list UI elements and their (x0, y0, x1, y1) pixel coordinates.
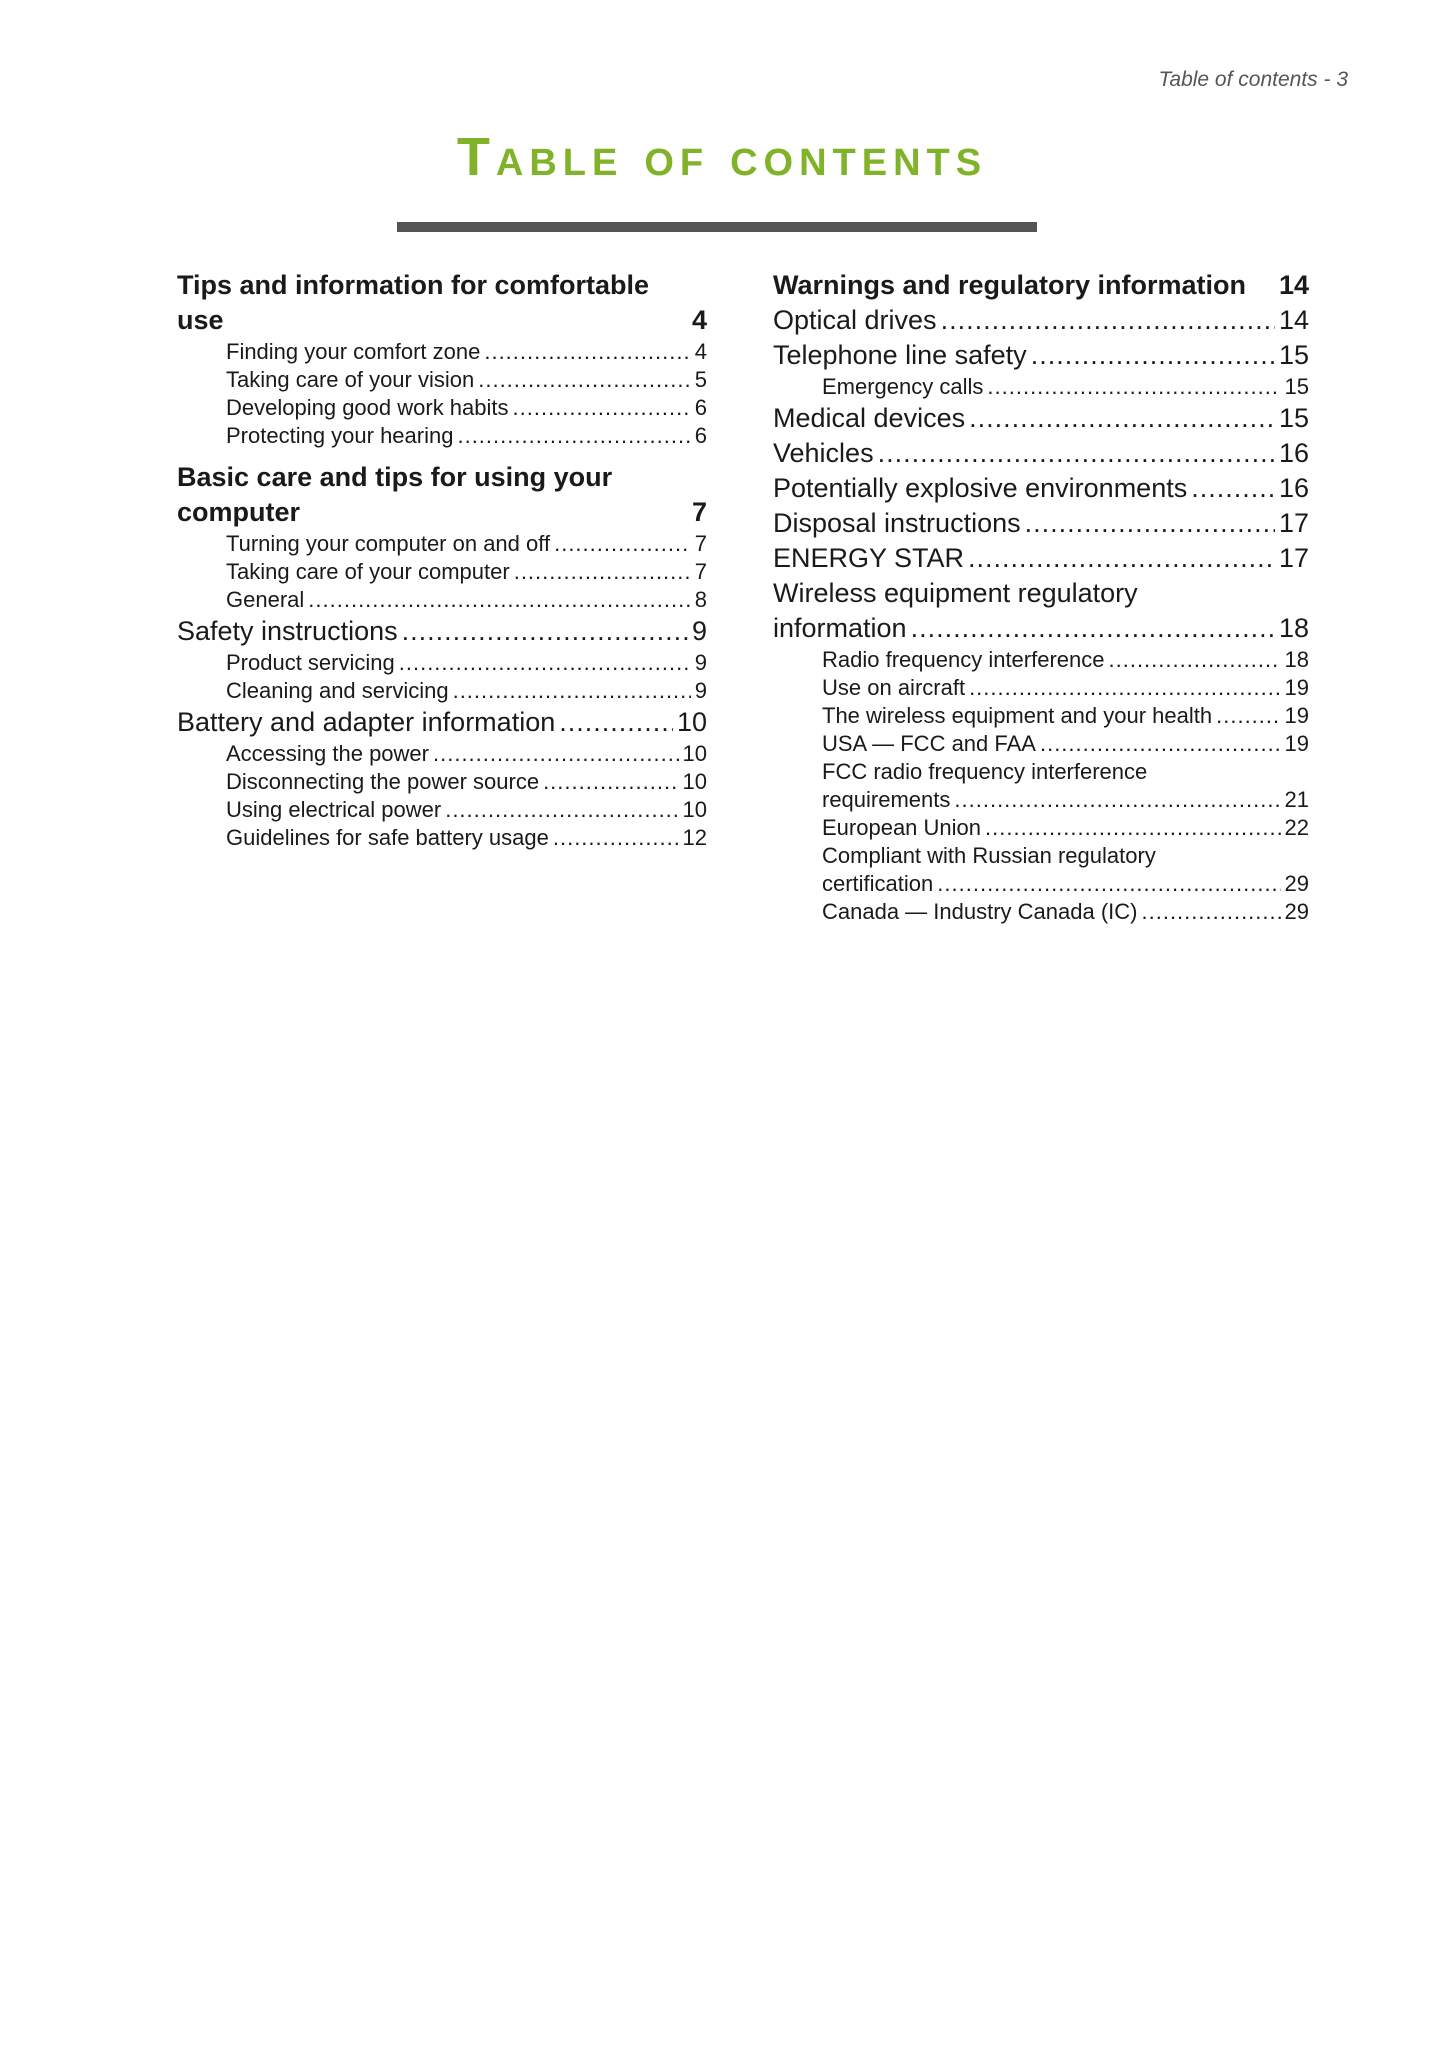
toc-page-number: 17 (1278, 508, 1309, 538)
toc-entry[interactable] (773, 471, 1309, 506)
toc-page-number: 21 (1284, 787, 1309, 812)
toc-entry[interactable] (177, 268, 707, 338)
toc-page-number: 29 (1284, 871, 1309, 896)
dot-leader (1025, 506, 1275, 541)
dot-leader (1191, 471, 1275, 506)
toc-page-number: 16 (1278, 473, 1309, 503)
toc-entry-title: ENERGY STAR (773, 543, 965, 573)
toc-entry[interactable] (773, 814, 1309, 842)
toc-page-number: 15 (1278, 340, 1309, 370)
dot-leader (513, 394, 691, 422)
toc-entry[interactable] (177, 614, 707, 649)
toc-entry-title: Canada — Industry Canada (IC) (822, 899, 1138, 924)
toc-entry[interactable] (177, 460, 707, 530)
toc-entry[interactable] (773, 373, 1309, 401)
toc-entry-title: Warnings and regulatory information (773, 270, 1247, 300)
toc-entry-title: Product servicing (226, 650, 395, 675)
toc-entry-title: Potentially explosive environments (773, 473, 1188, 503)
title-underline (397, 222, 1037, 232)
dot-leader (484, 338, 690, 366)
toc-entry[interactable] (773, 730, 1309, 758)
dot-leader (985, 814, 1281, 842)
toc-page-number: 6 (694, 423, 707, 448)
toc-entry-title-line: Basic care and tips for using your (177, 462, 613, 492)
toc-entry-title: Telephone line safety (773, 340, 1027, 370)
title-block (0, 127, 1444, 187)
toc-entry[interactable] (773, 702, 1309, 730)
dot-leader (308, 586, 690, 614)
running-header: Table of contents - 3 (1158, 68, 1348, 91)
toc-entry-title: Turning your computer on and off (226, 531, 551, 556)
toc-entry[interactable] (773, 576, 1309, 646)
toc-entry-title-line: FCC radio frequency interference (822, 759, 1148, 784)
toc-page-number: 4 (691, 305, 707, 335)
toc-entry[interactable] (773, 401, 1309, 436)
toc-page-number: 10 (682, 797, 707, 822)
toc-entry-title: requirements (822, 787, 951, 812)
toc-entry-title: certification (822, 871, 934, 896)
dot-leader (399, 649, 691, 677)
toc-page-number: 29 (1284, 899, 1309, 924)
toc-entry-title: European Union (822, 815, 982, 840)
toc-entry-title: USA — FCC and FAA (822, 731, 1036, 756)
toc-page-number: 5 (694, 367, 707, 392)
toc-page-number: 8 (694, 587, 707, 612)
dot-leader (453, 677, 691, 705)
dot-leader (559, 705, 673, 740)
toc-column-right (773, 268, 1309, 926)
toc-entry[interactable] (177, 530, 707, 558)
toc-entry[interactable] (773, 674, 1309, 702)
toc-entry-title: Emergency calls (822, 374, 984, 399)
toc-entry-title: Use on aircraft (822, 675, 966, 700)
toc-page-number: 19 (1284, 703, 1309, 728)
toc-entry[interactable] (177, 422, 707, 450)
dot-leader (543, 768, 678, 796)
toc-page-number: 14 (1278, 305, 1309, 335)
toc-page-number: 7 (694, 531, 707, 556)
toc-entry-title: Optical drives (773, 305, 937, 335)
toc-entry[interactable] (773, 541, 1309, 576)
dot-leader (553, 824, 679, 852)
toc-entry-title: Safety instructions (177, 616, 398, 646)
toc-entry-title: Radio frequency interference (822, 647, 1105, 672)
toc-entry[interactable] (773, 338, 1309, 373)
toc-page-number: 18 (1284, 647, 1309, 672)
dot-leader (554, 530, 691, 558)
dot-leader (969, 674, 1280, 702)
toc-page-number: 10 (682, 769, 707, 794)
toc-entry[interactable] (773, 268, 1309, 303)
toc-page-number: 19 (1284, 731, 1309, 756)
toc-page-number: 4 (694, 339, 707, 364)
dot-leader (1031, 338, 1275, 373)
toc-entry-title: Guidelines for safe battery usage (226, 825, 549, 850)
dot-leader (402, 614, 688, 649)
toc-entry-title: The wireless equipment and your health (822, 703, 1213, 728)
toc-entry-title: Developing good work habits (226, 395, 509, 420)
toc-entry[interactable] (177, 586, 707, 614)
toc-entry-title: Disposal instructions (773, 508, 1021, 538)
toc-entry-title: Medical devices (773, 403, 966, 433)
toc-entry[interactable] (177, 558, 707, 586)
toc-entry[interactable] (773, 436, 1309, 471)
toc-entry[interactable] (177, 338, 707, 366)
toc-entry[interactable] (177, 649, 707, 677)
toc-page-number: 17 (1278, 543, 1309, 573)
toc-entry-title: Taking care of your computer (226, 559, 510, 584)
toc-entry[interactable] (177, 796, 707, 824)
toc-page-number: 9 (691, 616, 707, 646)
dot-leader (445, 796, 678, 824)
toc-page-number: 14 (1278, 270, 1309, 300)
toc-entry-title: computer (177, 497, 301, 527)
toc-entry-title: Battery and adapter information (177, 707, 556, 737)
toc-entry-title-line: Tips and information for comfortable (177, 270, 650, 300)
dot-leader (941, 303, 1275, 338)
toc-entry-title: Finding your comfort zone (226, 339, 481, 364)
toc-page-number: 18 (1278, 613, 1309, 643)
toc-column-left (177, 268, 707, 852)
dot-leader (987, 373, 1280, 401)
dot-leader (1216, 702, 1280, 730)
toc-entry[interactable] (773, 898, 1309, 926)
toc-page-number: 19 (1284, 675, 1309, 700)
dot-leader (937, 870, 1280, 898)
toc-entry[interactable] (177, 824, 707, 852)
toc-entry[interactable] (177, 677, 707, 705)
toc-entry[interactable] (177, 768, 707, 796)
toc-page-number: 9 (694, 678, 707, 703)
toc-entry[interactable] (773, 842, 1309, 898)
dot-leader (457, 422, 690, 450)
page-title: Table of contents (456, 127, 988, 187)
dot-leader (478, 366, 691, 394)
dot-leader (968, 541, 1275, 576)
toc-entry-title: Accessing the power (226, 741, 429, 766)
toc-page-number: 10 (682, 741, 707, 766)
toc-page-number: 16 (1278, 438, 1309, 468)
toc-page-number: 15 (1284, 374, 1309, 399)
toc-entry-title: Disconnecting the power source (226, 769, 540, 794)
dot-leader (1109, 646, 1281, 674)
toc-entry[interactable] (773, 506, 1309, 541)
dot-leader (911, 611, 1275, 646)
toc-entry-title: Protecting your hearing (226, 423, 454, 448)
toc-page-number: 9 (694, 650, 707, 675)
toc-page-number: 6 (694, 395, 707, 420)
dot-leader (433, 740, 679, 768)
dot-leader (969, 401, 1275, 436)
dot-leader (514, 558, 691, 586)
dot-leader (954, 786, 1280, 814)
dot-leader (878, 436, 1275, 471)
toc-entry[interactable] (177, 705, 707, 740)
toc-entry[interactable] (773, 303, 1309, 338)
toc-entry[interactable] (773, 758, 1309, 814)
toc-entry-title: Taking care of your vision (226, 367, 475, 392)
toc-page-number: 10 (676, 707, 707, 737)
toc-page-number: 22 (1284, 815, 1309, 840)
toc-entry-title: information (773, 613, 907, 643)
toc-entry-title: Vehicles (773, 438, 874, 468)
toc-page-number: 15 (1278, 403, 1309, 433)
toc-entry-title-line: Compliant with Russian regulatory (822, 843, 1156, 868)
toc-entry[interactable] (177, 394, 707, 422)
dot-leader (1142, 898, 1281, 926)
toc-entry-title: Cleaning and servicing (226, 678, 449, 703)
toc-entry[interactable] (177, 366, 707, 394)
dot-leader (1040, 730, 1281, 758)
toc-entry[interactable] (177, 740, 707, 768)
toc-entry-title: use (177, 305, 224, 335)
toc-entry-title-line: Wireless equipment regulatory (773, 578, 1138, 608)
toc-entry-title: Using electrical power (226, 797, 442, 822)
toc-entry[interactable] (773, 646, 1309, 674)
toc-page-number: 7 (691, 497, 707, 527)
toc-page-number: 12 (682, 825, 707, 850)
toc-page-number: 7 (694, 559, 707, 584)
toc-entry-title: General (226, 587, 305, 612)
